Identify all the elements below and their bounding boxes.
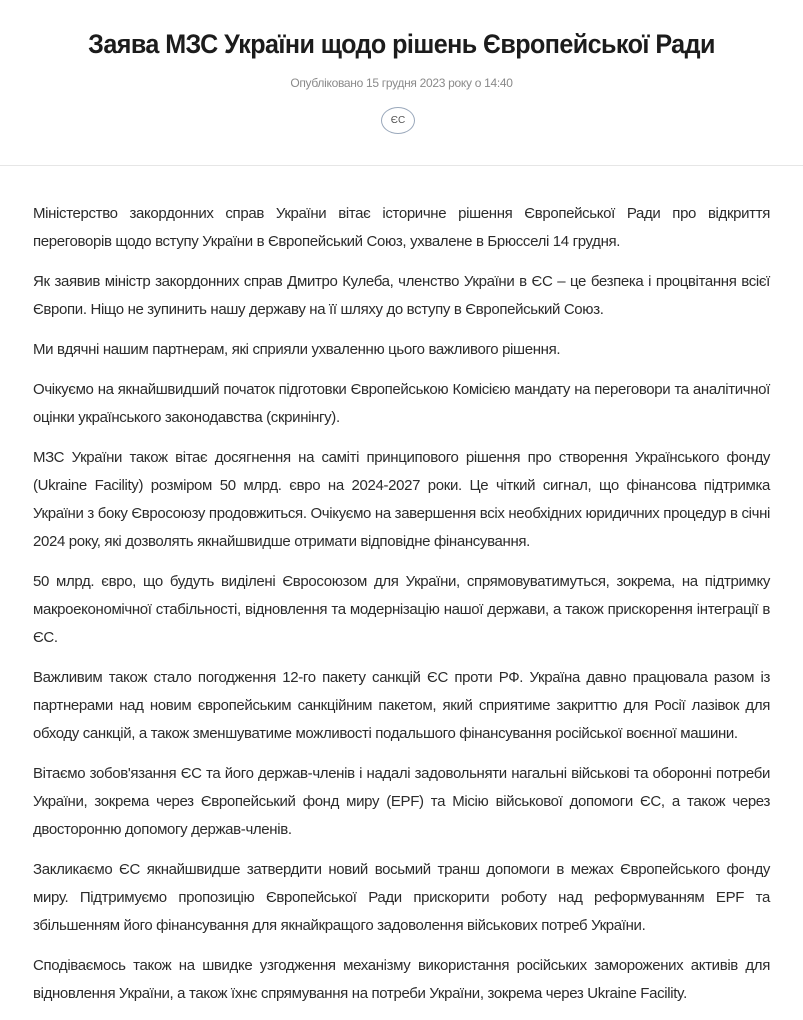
paragraph: Як заявив міністр закордонних справ Дмитро Кулеба, членство України в ЄС – це безпека і процвітання всієї Європи. Ніщо не зупинить нашу державу на її шляху до вступу в Європейський Союз. xyxy=(33,273,770,318)
tag-eu[interactable]: ЄС xyxy=(381,107,415,134)
paragraph: Вітаємо зобов'язання ЄС та його держав-членів і надалі задовольняти нагальні військові та оборонні потреби України, зокрема через Європейський фонд миру (EPF) та Місію військової допомоги ЄС, а також через двосторонню допомогу держав-членів. xyxy=(33,765,770,838)
paragraph: МЗС України також вітає досягнення на саміті принципового рішення про створення Українського фонду (Ukraine Facility) розміром 50 млрд. євро на 2024-2027 роки. Це чіткий сигнал, що фінансова підтримка України з боку Євросоюзу продовжиться. Очікуємо на завершення всіх необхідних юридичних процедур в січні 2024 року, які дозволять якнайшвидше отримати відповідне фінансування. xyxy=(33,449,770,550)
paragraph: Ми вдячні нашим партнерам, які сприяли ухваленню цього важливого рішення. xyxy=(33,341,561,358)
paragraph: 50 млрд. євро, що будуть виділені Євросоюзом для України, спрямовуватимуться, зокрема, на підтримку макроекономічної стабільності, відновлення та модернізацію нашої держави, а також прискорення інтеграції в ЄС. xyxy=(33,573,770,646)
paragraph: Міністерство закордонних справ України вітає історичне рішення Європейської Ради про відкриття переговорів щодо вступу України в Європейський Союз, ухвалене в Брюсселі 14 грудня. xyxy=(33,205,770,250)
paragraph: Сподіваємось також на швидке узгодження механізму використання російських заморожених активів для відновлення України, а також їхнє спрямування на потреби України, зокрема через Ukraine Facility. xyxy=(33,957,770,1002)
paragraph: Закликаємо ЄС якнайшвидше затвердити новий восьмий транш допомоги в межах Європейського фонду миру. Підтримуємо пропозицію Європейської Ради прискорити роботу над реформуванням EPF та збільшенням його фінансування для якнайкращого задоволення військових потреб України. xyxy=(33,861,770,934)
article-body xyxy=(33,200,770,1020)
page-title: Заява МЗС України щодо рішень Європейської Ради xyxy=(88,29,715,59)
paragraph: Важливим також стало погодження 12-го пакету санкцій ЄС проти РФ. Україна давно працювала разом із партнерами над новим європейським санкційним пакетом, який сприятиме закриттю для Росії лазівок для обходу санкцій, а також зменшуватиме можливості подальшого фінансування російської воєнної машини. xyxy=(33,669,770,742)
paragraph: Очікуємо на якнайшвидший початок підготовки Європейською Комісією мандату на переговори та аналітичної оцінки українського законодавства (скринінгу). xyxy=(33,381,770,426)
publication-date: Опубліковано 15 грудня 2023 року о 14:40 xyxy=(290,76,513,90)
article-header xyxy=(0,0,803,166)
